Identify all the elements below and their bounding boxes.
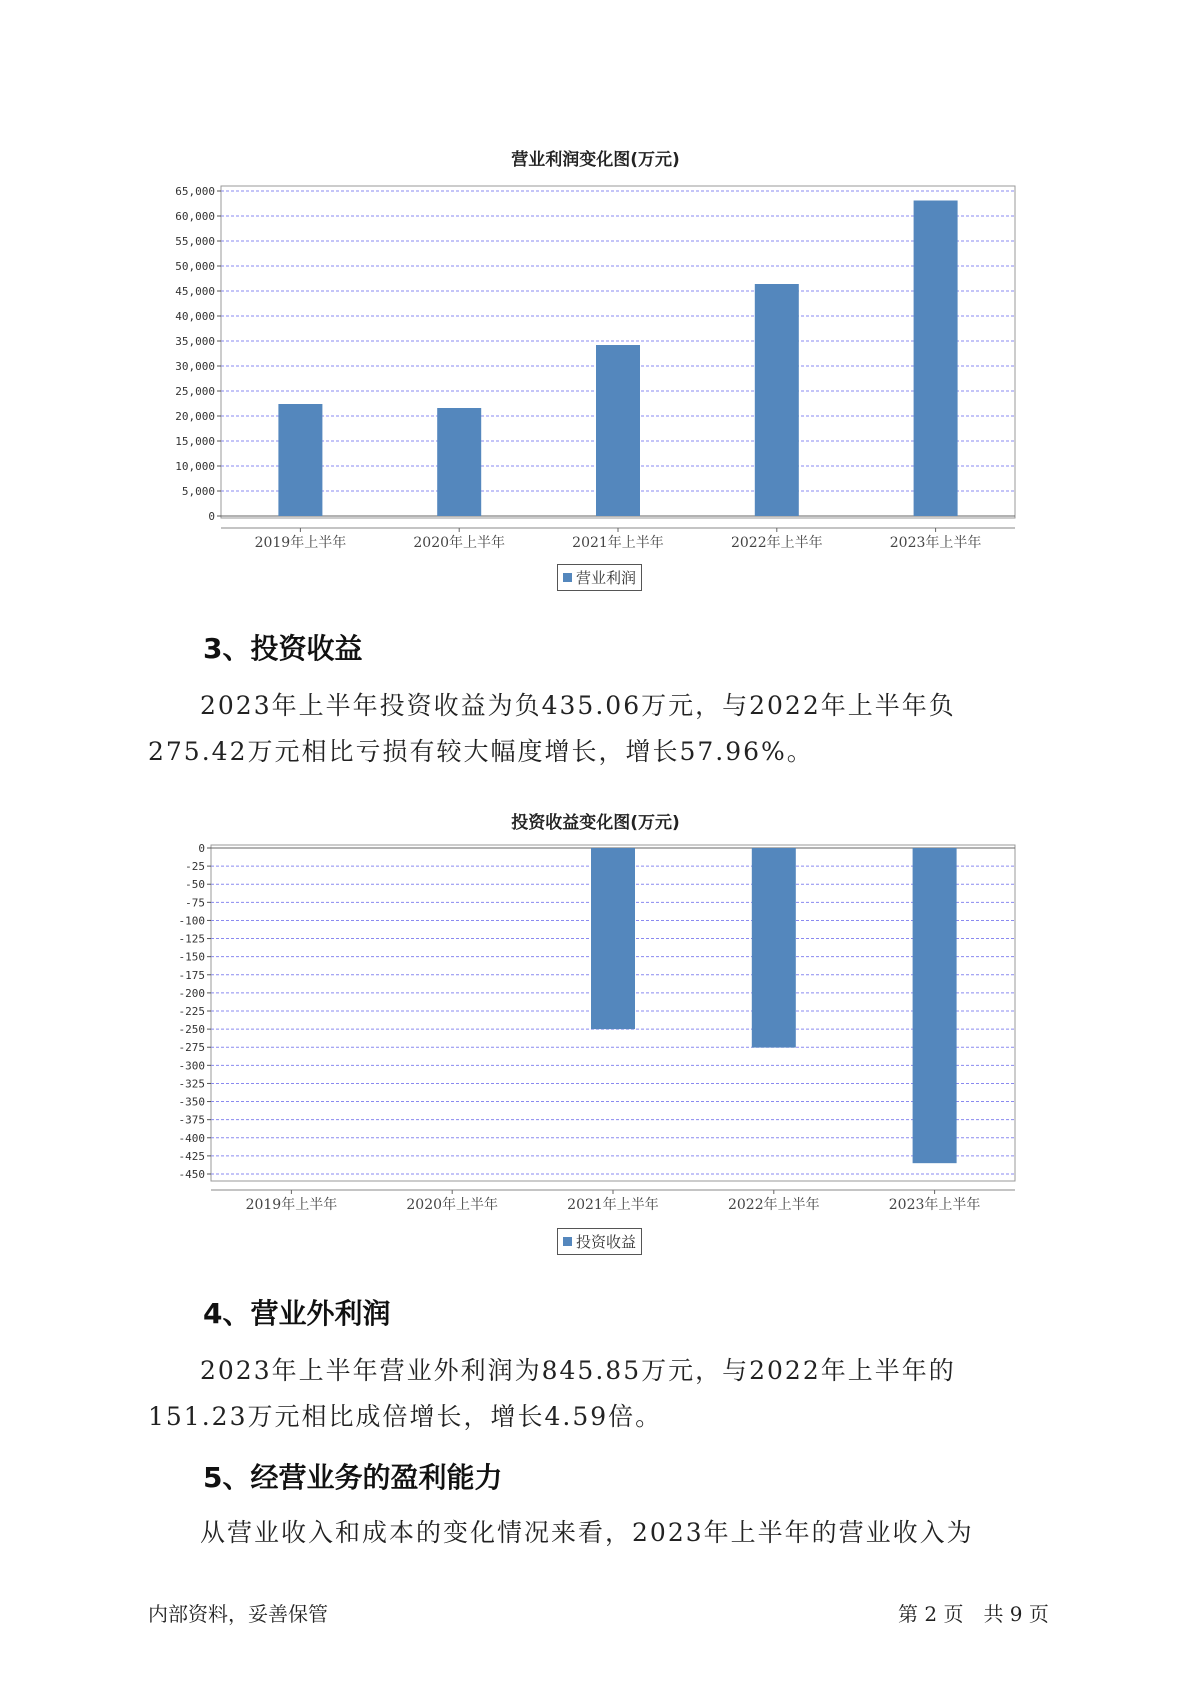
y-tick-label: -50: [185, 878, 205, 892]
y-tick-label: -175: [178, 968, 205, 982]
y-tick-label: 30,000: [175, 360, 215, 373]
x-tick-label: 2019年上半年: [254, 535, 347, 551]
y-tick-label: -325: [178, 1077, 205, 1091]
y-tick-label: 60,000: [175, 210, 215, 223]
y-tick-label: -75: [185, 896, 205, 910]
bar: [755, 284, 799, 516]
y-tick-label: 10,000: [175, 460, 215, 473]
y-tick-label: -225: [178, 1005, 205, 1018]
y-tick-label: -150: [178, 950, 205, 964]
footer-confidential: 内部资料，妥善保管: [148, 1602, 328, 1626]
y-tick-label: -25: [185, 860, 205, 874]
bar: [752, 848, 796, 1048]
y-tick-label: 25,000: [175, 385, 215, 398]
chart1-title: 营业利润变化图(万元): [511, 150, 680, 170]
y-tick-label: -375: [178, 1113, 205, 1127]
y-tick-label: -425: [178, 1149, 205, 1163]
chart2-legend: [557, 1228, 642, 1255]
bar: [596, 345, 640, 516]
x-tick-label: 2023年上半年: [889, 535, 982, 551]
y-tick-label: 5,000: [181, 485, 215, 498]
y-tick-label: 0: [198, 842, 205, 855]
section-4-paragraph: 2023年上半年营业外利润为845.85万元，与2022年上半年的151.23万元相比成倍增长，增长4.59倍。: [148, 1356, 956, 1431]
y-tick-label: 0: [208, 510, 215, 523]
x-tick-label: 2020年上半年: [413, 535, 506, 551]
chart1-legend: [557, 564, 642, 591]
y-tick-label: 20,000: [175, 410, 215, 423]
chart2-title: 投资收益变化图(万元): [511, 813, 680, 833]
y-tick-label: 45,000: [175, 285, 215, 298]
bar: [591, 848, 635, 1029]
y-tick-label: 50,000: [175, 260, 215, 273]
x-tick-label: 2022年上半年: [730, 535, 823, 551]
x-tick-label: 2021年上半年: [567, 1197, 659, 1213]
x-tick-label: 2020年上半年: [406, 1197, 499, 1213]
bar: [913, 848, 957, 1163]
y-tick-label: -125: [178, 932, 205, 946]
footer-page-number: 第 2 页 共 9 页: [898, 1602, 1049, 1626]
bar: [278, 404, 322, 516]
y-tick-label: -100: [178, 914, 205, 928]
section-5-heading: 5、经营业务的盈利能力: [203, 1461, 503, 1494]
y-tick-label: 15,000: [175, 435, 215, 448]
y-tick-label: -300: [178, 1059, 205, 1073]
y-tick-label: -250: [178, 1023, 205, 1037]
section-5-paragraph: 从营业收入和成本的变化情况来看，2023年上半年的营业收入为: [200, 1518, 974, 1547]
operating-profit-chart: [0, 170, 1191, 590]
legend-swatch: [563, 1237, 572, 1246]
bar: [914, 201, 958, 517]
y-tick-label: 40,000: [175, 310, 215, 323]
x-tick-label: 2019年上半年: [245, 1197, 338, 1213]
y-tick-label: 35,000: [175, 335, 215, 348]
chart2-legend-label: 投资收益: [576, 1233, 637, 1251]
y-tick-label: -275: [178, 1041, 205, 1055]
section-3-paragraph: 2023年上半年投资收益为负435.06万元，与2022年上半年负275.42万元相比亏损有较大幅度增长，增长57.96%。: [148, 691, 956, 766]
x-tick-label: 2023年上半年: [888, 1197, 981, 1213]
y-tick-label: 65,000: [175, 185, 215, 198]
legend-swatch: [563, 573, 572, 582]
section-3-heading: 3、投资收益: [203, 632, 363, 665]
bar: [437, 408, 481, 516]
y-tick-label: -350: [178, 1095, 205, 1109]
x-tick-label: 2021年上半年: [572, 535, 664, 551]
chart1-legend-label: 营业利润: [576, 569, 637, 587]
investment-income-chart: [0, 835, 1191, 1235]
y-tick-label: -200: [178, 986, 205, 1000]
y-tick-label: -450: [178, 1168, 205, 1181]
section-4-heading: 4、营业外利润: [203, 1297, 391, 1330]
x-tick-label: 2022年上半年: [727, 1197, 820, 1213]
y-tick-label: -400: [178, 1131, 205, 1145]
y-tick-label: 55,000: [175, 235, 215, 248]
